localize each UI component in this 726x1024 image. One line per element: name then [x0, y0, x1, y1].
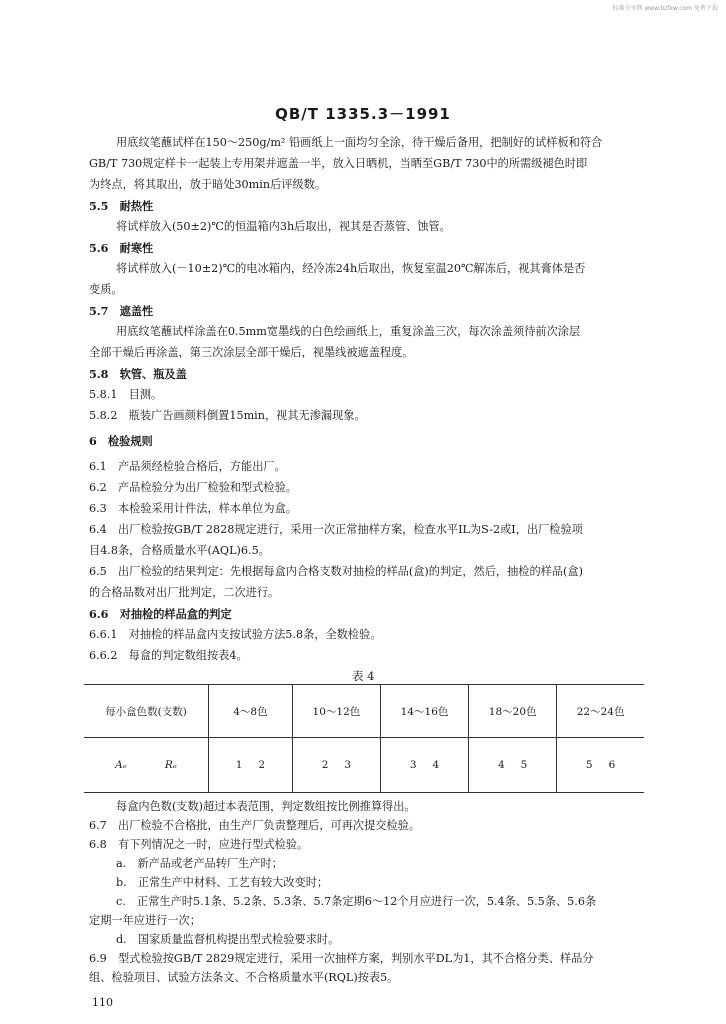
body-line: 6.8 有下列情况之一时，应进行型式检验。	[89, 838, 309, 851]
page-number: 110	[92, 996, 113, 1009]
body-line: 变质。	[89, 283, 123, 296]
body-line: 6.4 出厂检验按GB/T 2828规定进行，采用一次正常抽样方案，检查水平IL为S-2或I，出厂检验项	[89, 523, 583, 536]
body-line: 6.7 出厂检验不合格批，由生产厂负责整理后，可再次提交检验。	[89, 819, 421, 832]
body-line: 6.6.2 每盒的判定数组按表4。	[89, 649, 248, 662]
ac-label: Aₑ	[115, 759, 127, 771]
ac-value: 2	[321, 759, 329, 771]
section-heading-5-7: 5.7 遮盖性	[89, 304, 154, 318]
body-line: 将试样放入(－10±2)℃的电冰箱内，经冷冻24h后取出，恢复室温20℃解冻后，视其膏体是否	[116, 262, 586, 275]
section-heading-6-6: 6.6 对抽检的样品盒的判定	[89, 607, 232, 621]
table-header-cell: 4～8色	[209, 685, 293, 738]
re-label: Rₑ	[164, 759, 177, 771]
table-cell	[209, 738, 293, 793]
ac-value: 4	[497, 759, 505, 771]
section-heading-5-5: 5.5 耐热性	[89, 199, 154, 213]
body-line: 用底纹笔蘸试样涂盖在0.5mm宽墨线的白色绘画纸上，重复涂盖三次，每次涂盖须待前次涂层	[116, 325, 581, 338]
re-value: 3	[344, 759, 352, 771]
body-line: 全部干燥后再涂盖，第三次涂层全部干燥后，视墨线被遮盖程度。	[89, 346, 414, 359]
table-header-cell: 14～16色	[380, 685, 468, 738]
table-header-cell: 18～20色	[469, 685, 557, 738]
table-header-cell: 10～12色	[292, 685, 380, 738]
table-cell	[292, 738, 380, 793]
re-value: 6	[608, 759, 616, 771]
re-value: 5	[520, 759, 528, 771]
table-cell	[557, 738, 644, 793]
table-row	[84, 738, 644, 793]
body-line: 的合格品数对出厂批判定，二次进行。	[89, 586, 280, 599]
table-header-cell: 每小盒色数(支数)	[84, 685, 209, 738]
standard-header: QB/T 1335.3－1991	[275, 105, 451, 123]
body-line: 6.6.1 对抽检的样品盒内支按试验方法5.8条，全数检验。	[89, 628, 382, 641]
section-heading-5-6: 5.6 耐寒性	[89, 241, 154, 255]
list-item-c: c. 正常生产时5.1条、5.2条、5.3条、5.7条定期6～12个月应进行一次，5.4条、5.5条、5.6条	[116, 895, 597, 908]
table-cell	[469, 738, 557, 793]
ac-value: 5	[585, 759, 593, 771]
section-heading-5-8: 5.8 软管、瓶及盖	[89, 367, 187, 381]
ac-value: 1	[235, 759, 243, 771]
list-item-a: a. 新产品或老产品转厂生产时；	[116, 857, 283, 870]
body-line: GB/T 730规定样卡一起装上专用架并遮盖一半，放入日晒机，当晒至GB/T 730中的所需级褪色时即	[89, 157, 588, 170]
table-header-cell: 22～24色	[557, 685, 644, 738]
table-row-labels	[84, 738, 209, 793]
ac-value: 3	[409, 759, 417, 771]
table-header-row	[84, 685, 644, 738]
body-line: 6.3 本检验采用计件法，样本单位为盒。	[89, 502, 297, 515]
body-line: 组、检验项目、试验方法条文、不合格质量水平(RQL)按表5。	[89, 971, 399, 984]
body-line: 6.1 产品须经检验合格后，方能出厂。	[89, 460, 286, 473]
table-cell	[380, 738, 468, 793]
body-line: 为终点，将其取出，放于暗处30min后评级数。	[89, 178, 327, 191]
list-item-d: d. 国家质量监督机构提出型式检验要求时。	[116, 933, 340, 946]
table-caption: 表 4	[352, 669, 375, 683]
body-line: 6.2 产品检验分为出厂检验和型式检验。	[89, 481, 297, 494]
body-line: 5.8.2 瓶装广告画颜料倒置15min，视其无渗漏现象。	[89, 409, 366, 422]
body-line: 5.8.1 目测。	[89, 388, 163, 401]
re-value: 2	[258, 759, 266, 771]
list-item-b: b. 正常生产中材料、工艺有较大改变时；	[116, 876, 329, 889]
judgement-table	[84, 684, 644, 793]
body-line: 用底纹笔蘸试样在150～250g/m² 铅画纸上一面均匀全涂，待干燥后备用，把制好的试样板和符合	[116, 136, 603, 149]
body-line: 将试样放入(50±2)℃的恒温箱内3h后取出，视其是否蒸管、蚀管。	[116, 220, 451, 233]
re-value: 4	[432, 759, 440, 771]
watermark-text: 标准分享网 www.bzfxw.com 免费下载	[612, 5, 718, 12]
body-line: 目4.8条，合格质量水平(AQL)6.5。	[89, 544, 270, 557]
body-line: 定期一年应进行一次；	[89, 914, 201, 927]
body-line: 6.9 型式检验按GB/T 2829规定进行，采用一次抽样方案，判别水平DL为1，其不合格分类、样品分	[89, 952, 594, 965]
body-line: 6.5 出厂检验的结果判定：先根据每盒内合格支数对抽检的样品(盒)的判定，然后，抽检的样品(盒)	[89, 565, 583, 578]
body-line: 每盒内色数(支数)超过本表范围，判定数组按比例推算得出。	[116, 800, 416, 813]
section-heading-6: 6 检验规则	[89, 434, 153, 448]
